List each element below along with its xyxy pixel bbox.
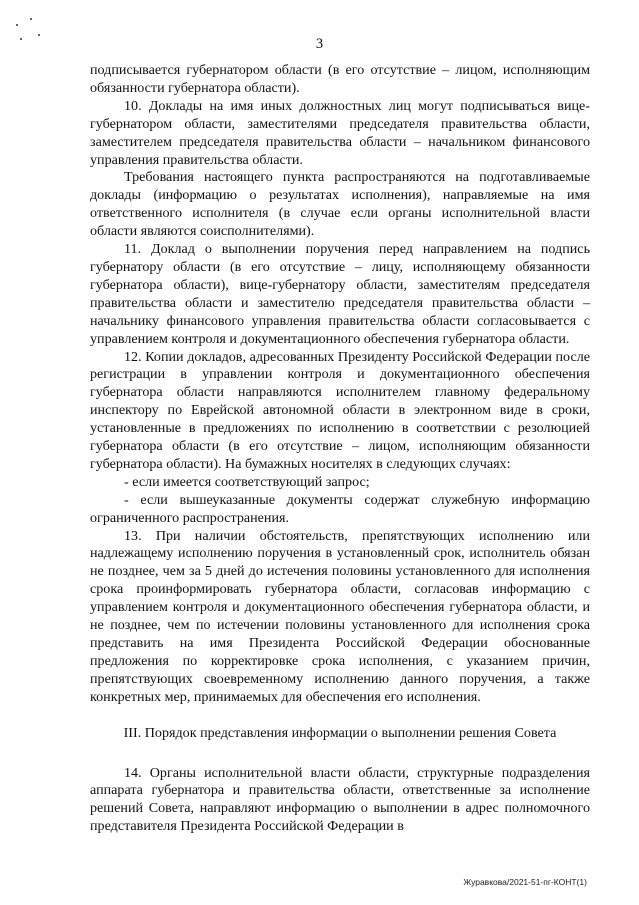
- paragraph-10: 10. Доклады на имя иных должностных лиц могут подписываться вице-губернатором области, заместителями председателя правительства области, заместителем председателя правительства области – начальником финансового управления правительства области.: [90, 97, 590, 168]
- paragraph-14: 14. Органы исполнительной власти области, структурные подразделения аппарата губернатора и правительства области, ответственные за исполнение решений Совета, направляют информацию о выполнении в адрес полномочного представителя Президента Российской Федерации в: [90, 764, 590, 835]
- document-body: [90, 62, 590, 836]
- paragraph-continuation: подписывается губернатором области (в его отсутствие – лицом, исполняющим обязанности губернатора области).: [90, 62, 590, 96]
- list-item-request: - если имеется соответствующий запрос;: [124, 473, 370, 490]
- document-footer-code: Журавкова/2021-51-пг-КОНТ(1): [463, 877, 587, 887]
- paragraph-11: 11. Доклад о выполнении поручения перед направлением на подпись губернатору области (в его отсутствие – лицу, исполняющему обязанности губернатора области), вице-губернатору области, заместителям председателя правительства области и заместителю председателя правительства области – начальнику финансового управления правительства области согласовывается с управлением контроля и документационного обеспечения губернатора области.: [90, 241, 590, 347]
- section-heading-3: III. Порядок представления информации о выполнении решения Совета: [123, 724, 557, 741]
- page-number: 3: [315, 36, 324, 52]
- paragraph-12: 12. Копии докладов, адресованных Президенту Российской Федерации после регистрации в управлении контроля и документационного обеспечения губернатора области направляются исполнителем главному федеральному инспектору по Еврейской автономной области в электронном виде в сроки, установленные в предложениях по исполнению в соответствии с резолюцией губернатора области (в его отсутствие – лицом, исполняющим обязанности губернатора области). На бумажных носителях в следующих случаях:: [90, 348, 590, 472]
- paragraph-13: 13. При наличии обстоятельств, препятствующих исполнению или надлежащему исполнению поручения в установленный срок, исполнитель обязан не позднее, чем за 5 дней до истечения половины установленного для исполнения срока проинформировать губернатора области, согласовав информацию с управлением контроля и документационного обеспечения губернатора области, и не позднее, чем по истечении половины установленного для исполнения срока представить на имя Президента Российской Федерации обоснованные предложения по корректировке срока исполнения, с указанием причин, препятствующих своевременному исполнению данного поручения, а также конкретных мер, принимаемых для обеспечения его исполнения.: [90, 527, 590, 705]
- paragraph-10-requirements: Требования настоящего пункта распространяются на подготавливаемые доклады (информацию о результатах исполнения), направляемые на имя ответственного исполнителя (в случае если органы исполнительной власти области являются соисполнителями).: [90, 169, 590, 240]
- list-item-restricted-info: - если вышеуказанные документы содержат служебную информацию ограниченного распространения.: [90, 491, 590, 526]
